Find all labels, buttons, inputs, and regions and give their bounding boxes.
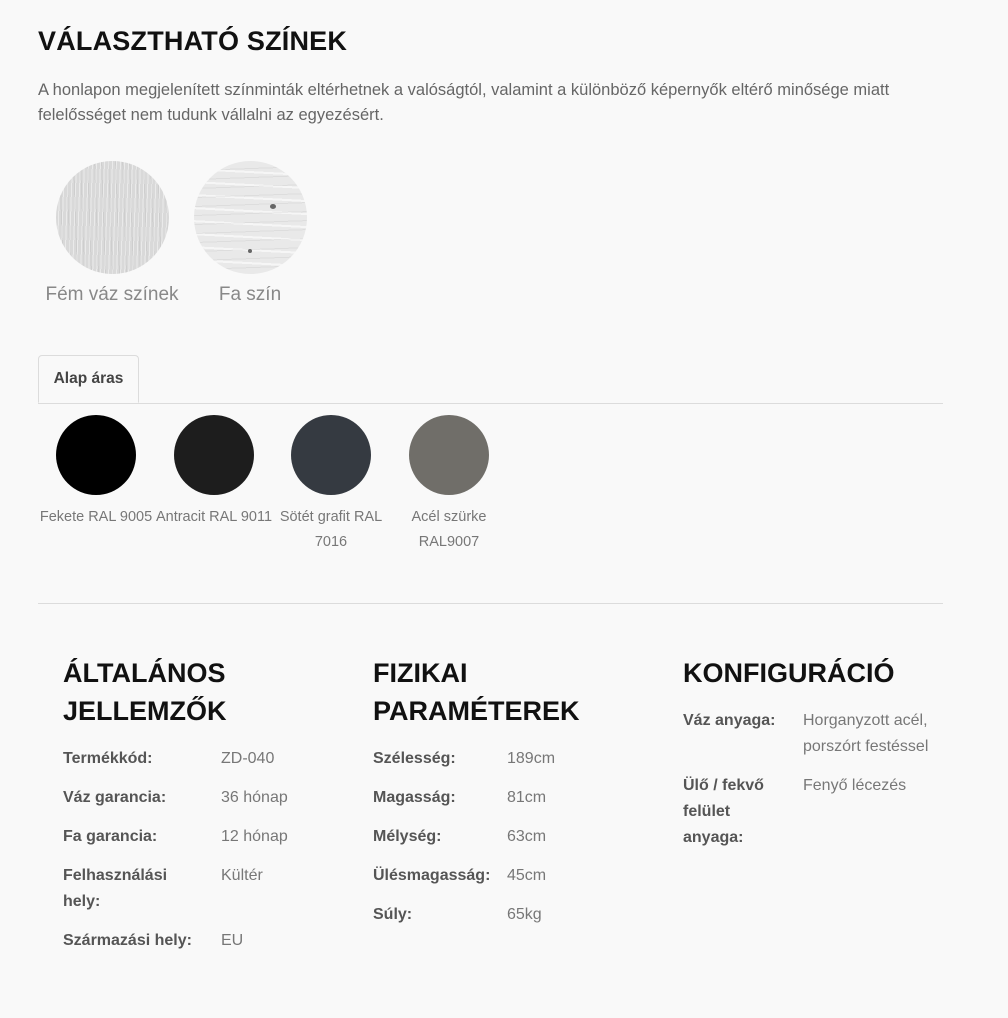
spec-value: 65kg — [507, 906, 542, 923]
spec-value: 12 hónap — [221, 828, 288, 845]
spec-general — [63, 654, 323, 967]
spec-row — [373, 902, 555, 941]
swatch-color-dot — [291, 415, 371, 495]
spec-title: FIZIKAI PARAMÉTEREK — [373, 658, 580, 726]
spec-key: Felhasználási hely: — [63, 867, 168, 910]
category-metal-frame-colors[interactable] — [37, 161, 187, 308]
color-swatch-acel-szurke[interactable] — [390, 415, 508, 555]
white-wood-texture-icon — [194, 161, 307, 274]
spec-table — [63, 746, 288, 967]
tab-alap-aras[interactable]: Alap áras — [38, 355, 139, 403]
spec-key: Mélység: — [373, 828, 442, 845]
swatch-name: Sötét grafit RAL 7016 — [279, 509, 383, 550]
spec-value: 36 hónap — [221, 789, 288, 806]
swatch-color-dot — [174, 415, 254, 495]
spec-table — [683, 708, 945, 864]
spec-value: 189cm — [507, 750, 556, 767]
spec-value: Kültér — [221, 867, 263, 884]
spec-key: Váz garancia: — [63, 789, 167, 806]
spec-key: Szélesség: — [373, 750, 456, 767]
spec-value: 45cm — [507, 867, 547, 884]
color-swatch-fekete[interactable] — [37, 415, 155, 530]
spec-key: Fa garancia: — [63, 828, 158, 845]
spec-physical — [373, 654, 633, 941]
spec-row — [683, 708, 945, 773]
spec-key: Termékkód: — [63, 750, 153, 767]
spec-key: Ülésmagasság: — [373, 867, 491, 884]
swatch-color-dot — [409, 415, 489, 495]
page-title: VÁLASZTHATÓ SZÍNEK — [38, 26, 348, 56]
swatch-name: Acél szürke RAL9007 — [411, 509, 487, 550]
color-disclaimer: A honlapon megjelenített színminták eltérhetnek a valóságtól, valamint a különböző képernyők eltérő minősége miatt felelősséget nem tudunk vállalni az egyezésért. — [38, 81, 890, 124]
spec-key: Súly: — [373, 906, 413, 923]
price-tabs — [38, 355, 943, 404]
spec-value: ZD-040 — [221, 750, 275, 767]
spec-key: Magasság: — [373, 789, 456, 806]
category-label: Fém váz színek — [45, 284, 179, 305]
spec-row — [63, 863, 288, 928]
category-wood-color[interactable] — [175, 161, 325, 308]
spec-value: EU — [221, 932, 244, 949]
spec-row — [683, 773, 945, 864]
spec-row — [373, 863, 555, 902]
color-swatch-sotet-grafit[interactable] — [272, 415, 390, 555]
spec-row — [373, 824, 555, 863]
spec-value: 81cm — [507, 789, 547, 806]
spec-row — [63, 824, 288, 863]
spec-configuration — [683, 654, 945, 864]
spec-row — [373, 785, 555, 824]
spec-value: Horganyzott acél, porszórt festéssel — [803, 712, 929, 755]
swatch-name: Fekete RAL 9005 — [39, 509, 153, 525]
spec-table — [373, 746, 555, 941]
spec-row — [63, 928, 288, 967]
spec-row — [373, 746, 555, 785]
spec-value: 63cm — [507, 828, 547, 845]
spec-row — [63, 785, 288, 824]
section-divider — [38, 603, 943, 604]
category-label: Fa szín — [218, 284, 282, 305]
color-swatch-antracit[interactable] — [155, 415, 273, 530]
spec-key: Ülő / fekvő felület anyaga: — [683, 777, 764, 846]
swatch-color-dot — [56, 415, 136, 495]
spec-key: Származási hely: — [63, 932, 192, 949]
spec-title: ÁLTALÁNOS JELLEMZŐK — [63, 658, 227, 726]
spec-row — [63, 746, 288, 785]
spec-key: Váz anyaga: — [683, 712, 776, 729]
swatch-name: Antracit RAL 9011 — [155, 509, 273, 525]
spec-title: KONFIGURÁCIÓ — [683, 658, 895, 688]
spec-value: Fenyő lécezés — [803, 777, 907, 794]
brushed-metal-texture-icon — [56, 161, 169, 274]
